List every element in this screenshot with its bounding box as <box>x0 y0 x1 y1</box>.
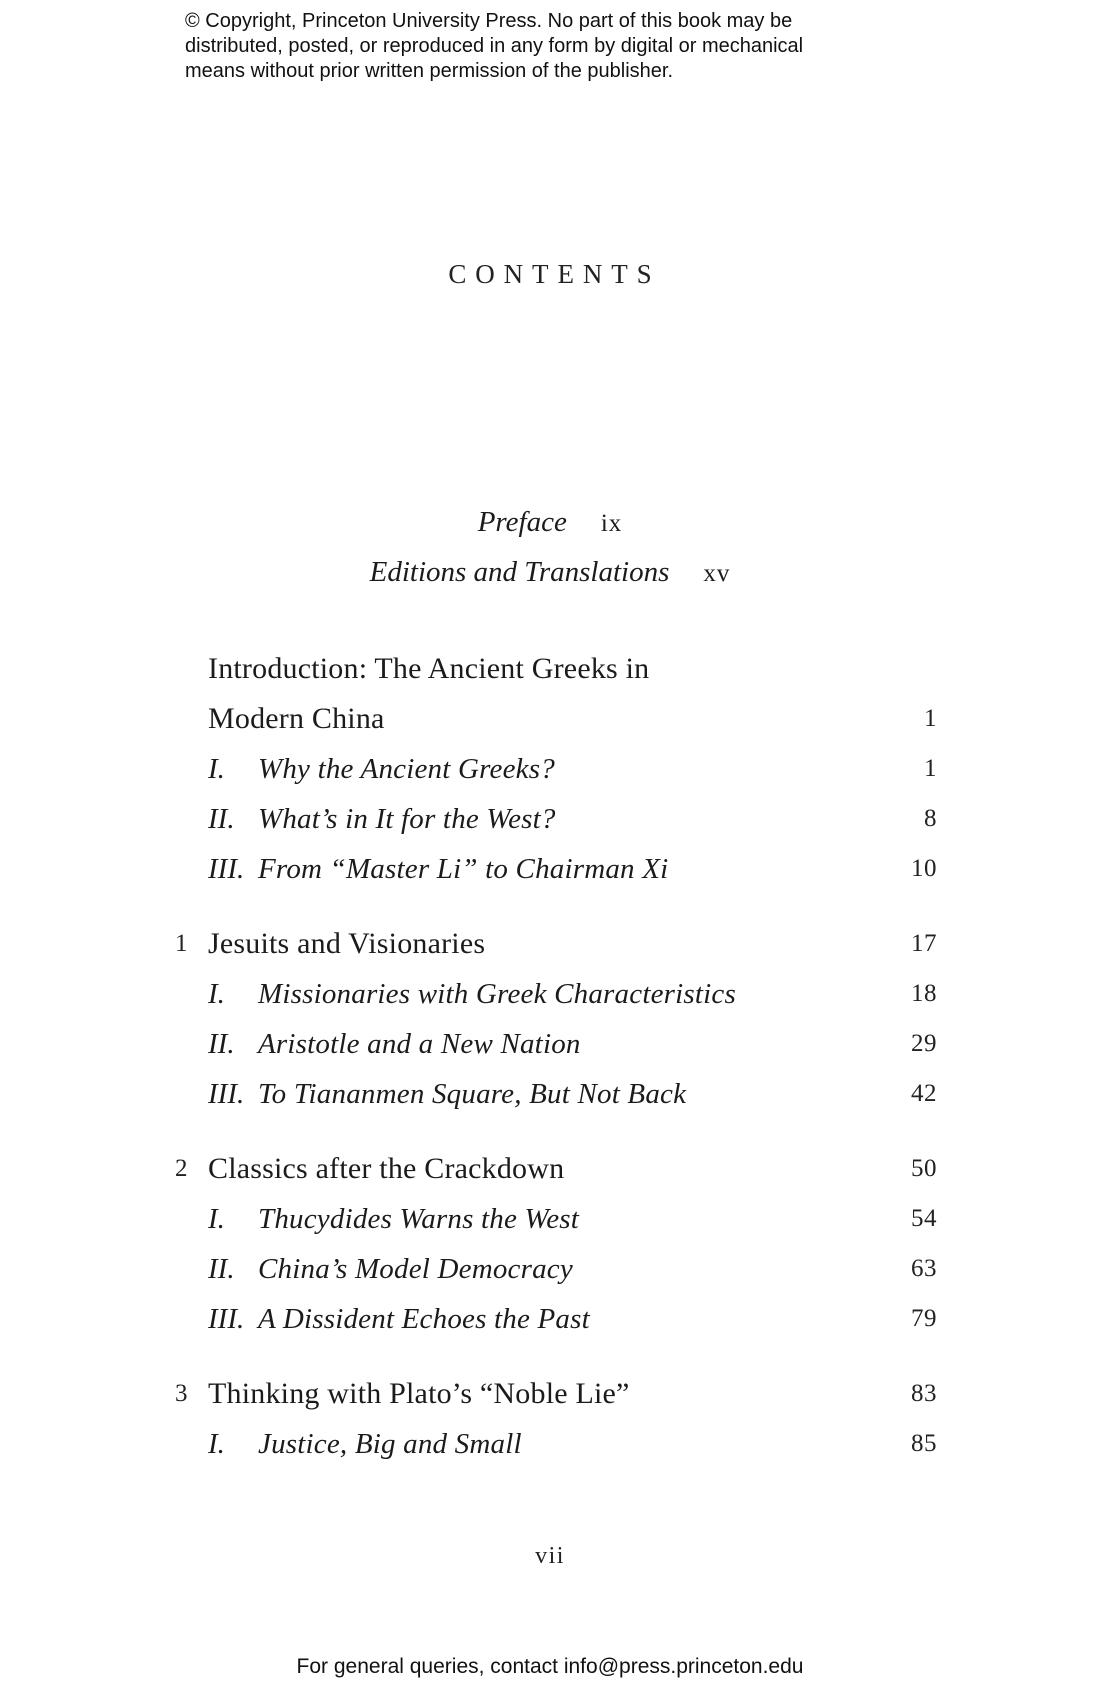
toc-group <box>175 919 937 1119</box>
section-page-ref: 85 <box>911 1430 937 1457</box>
section-title: Aristotle and a New Nation <box>258 1028 581 1060</box>
toc-section-row <box>175 1019 937 1069</box>
section-numeral: I. <box>208 1203 225 1235</box>
toc-chapter-row <box>175 919 937 969</box>
section-page-ref: 63 <box>911 1255 937 1282</box>
section-title: From “Master Li” to Chairman Xi <box>258 853 669 885</box>
chapter-number: 2 <box>175 1155 188 1182</box>
section-page-ref: 54 <box>911 1205 937 1232</box>
front-matter-title: Editions and Translations <box>369 556 670 588</box>
front-matter-entry <box>0 498 1100 548</box>
chapter-title-line: Jesuits and Visionaries <box>208 927 486 960</box>
section-title: Thucydides Warns the West <box>258 1203 580 1235</box>
section-numeral: I. <box>208 1428 225 1460</box>
section-page-ref: 29 <box>911 1030 937 1057</box>
section-page-ref: 10 <box>911 855 937 882</box>
chapter-title <box>208 1144 564 1194</box>
section-title: Why the Ancient Greeks? <box>258 753 555 785</box>
section-numeral: II. <box>208 803 235 835</box>
toc-group <box>175 644 937 894</box>
chapter-title <box>208 919 485 969</box>
section-page-ref: 18 <box>911 980 937 1007</box>
toc-section-row <box>175 844 937 894</box>
chapter-page-ref: 50 <box>911 1155 937 1182</box>
front-matter-page-ref: ix <box>600 510 623 537</box>
section-numeral: III. <box>208 1303 245 1335</box>
section-numeral: III. <box>208 853 245 885</box>
section-page-ref: 1 <box>924 755 937 782</box>
section-numeral: III. <box>208 1078 245 1110</box>
chapter-title <box>208 644 649 744</box>
page-title: CONTENTS <box>448 259 661 289</box>
section-page-ref: 8 <box>924 805 937 832</box>
section-numeral: I. <box>208 753 225 785</box>
toc-group <box>175 1369 937 1469</box>
section-title: Justice, Big and Small <box>258 1428 522 1460</box>
section-numeral: I. <box>208 978 225 1010</box>
copyright-notice <box>185 0 833 84</box>
folio-page-number: vii <box>535 1543 565 1569</box>
copyright-line: means without prior written permission of the publisher. <box>185 60 674 82</box>
front-matter-page-ref: xv <box>703 560 731 587</box>
section-page-ref: 79 <box>911 1305 937 1332</box>
toc-chapter-row <box>175 1369 937 1419</box>
chapter-number: 3 <box>175 1380 188 1407</box>
toc-chapter-row <box>175 1144 937 1194</box>
front-matter-entry <box>0 548 1100 598</box>
section-page-ref: 42 <box>911 1080 937 1107</box>
section-numeral: II. <box>208 1028 235 1060</box>
toc-section-row <box>175 1069 937 1119</box>
toc-section-row <box>175 1194 937 1244</box>
chapter-title-line: Classics after the Crackdown <box>208 1152 565 1185</box>
toc-section-row <box>175 969 937 1019</box>
chapter-title-line: Introduction: The Ancient Greeks in <box>208 652 650 685</box>
toc-section-row <box>175 1294 937 1344</box>
toc-section-row <box>175 744 937 794</box>
section-numeral: II. <box>208 1253 235 1285</box>
front-matter <box>0 498 1100 598</box>
toc-section-row <box>175 1244 937 1294</box>
table-of-contents <box>175 644 937 1469</box>
section-title: To Tiananmen Square, But Not Back <box>258 1078 687 1110</box>
toc-chapter-row <box>175 644 937 744</box>
front-matter-title: Preface <box>477 506 567 538</box>
chapter-title-line: Modern China <box>208 702 385 735</box>
section-title: What’s in It for the West? <box>258 803 556 835</box>
copyright-line: © Copyright, Princeton University Press. No part of this book may be <box>185 10 793 32</box>
copyright-line: distributed, posted, or reproduced in any form by digital or mechanical <box>185 35 804 57</box>
queries-footer: For general queries, contact info@press.princeton.edu <box>296 1655 804 1678</box>
chapter-page-ref: 1 <box>924 705 937 732</box>
toc-section-row <box>175 794 937 844</box>
chapter-title <box>208 1369 630 1419</box>
toc-section-row <box>175 1419 937 1469</box>
toc-group <box>175 1144 937 1344</box>
chapter-number: 1 <box>175 930 188 957</box>
section-title: Missionaries with Greek Characteristics <box>258 978 736 1010</box>
chapter-page-ref: 17 <box>911 930 937 957</box>
section-title: A Dissident Echoes the Past <box>258 1303 590 1335</box>
chapter-title-line: Thinking with Plato’s “Noble Lie” <box>208 1377 630 1410</box>
section-title: China’s Model Democracy <box>258 1253 573 1285</box>
chapter-page-ref: 83 <box>911 1380 937 1407</box>
